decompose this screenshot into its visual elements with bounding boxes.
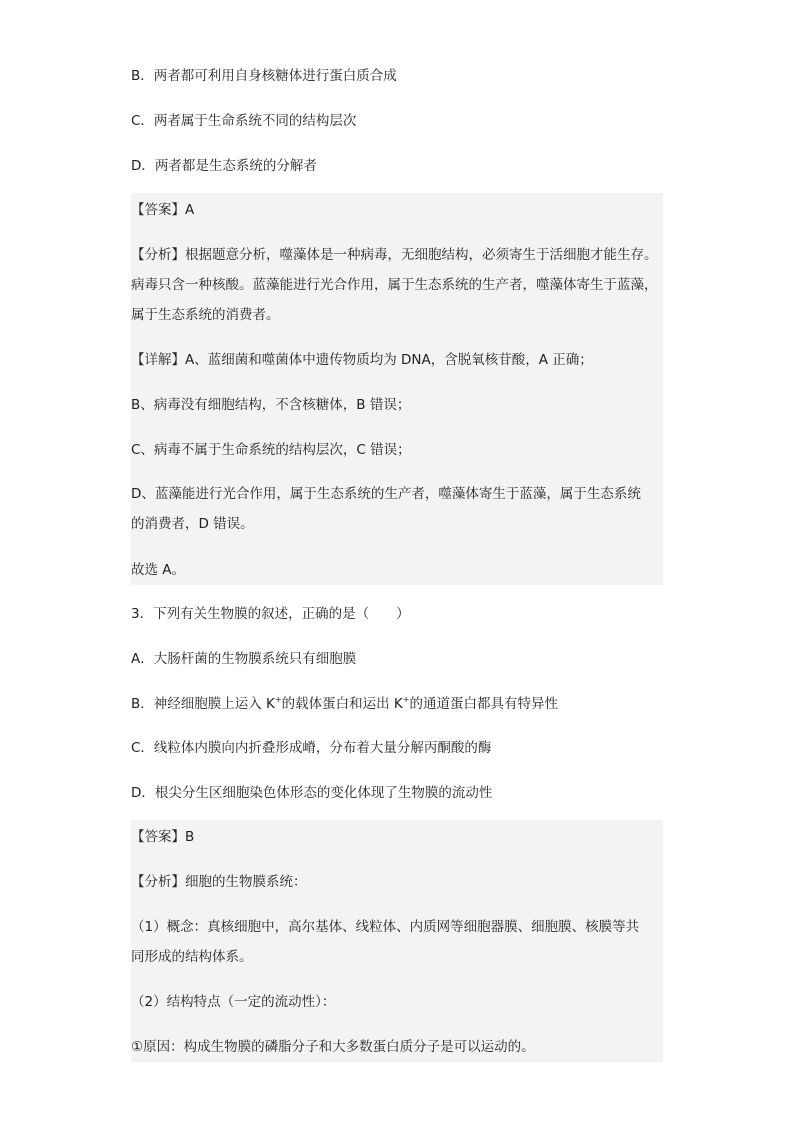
q3-reason: ①原因：构成生物膜的磷脂分子和大多数蛋白质分子是可以运动的。 bbox=[131, 1039, 535, 1055]
q3-option-a: A．大肠杆菌的生物膜系统只有细胞膜 bbox=[131, 651, 357, 667]
q3-option-b-text-3: 的通道蛋白都具有特异性 bbox=[409, 696, 558, 712]
q2-detail-d-line-1: D、蓝藻能进行光合作用，属于生态系统的生产者，噬藻体寄生于蓝藻，属于生态系统 bbox=[131, 486, 641, 502]
q2-detail-a: 【详解】A、蓝细菌和噬菌体中遗传物质均为 DNA，含脱氧核苷酸，A 正确； bbox=[131, 352, 593, 368]
k-ion-charge: + bbox=[274, 695, 282, 704]
q2-option-d: D．两者都是生态系统的分解者 bbox=[131, 158, 317, 174]
q2-analysis-line-2: 病毒只含一种核酸。蓝藻能进行光合作用，属于生态系统的生产者，噬藻体寄生于蓝藻， bbox=[131, 277, 658, 293]
q2-answer: 【答案】A bbox=[131, 202, 195, 218]
q2-detail-c: C、病毒不属于生命系统的结构层次，C 错误； bbox=[131, 442, 411, 458]
q2-detail-b: B、病毒没有细胞结构，不含核糖体，B 错误； bbox=[131, 397, 411, 413]
q3-concept-line-1: （1）概念：真核细胞中，高尔基体、线粒体、内质网等细胞器膜、细胞膜、核膜等共 bbox=[131, 919, 640, 935]
q2-solution-box bbox=[131, 193, 663, 585]
q2-option-b: B．两者都可利用自身核糖体进行蛋白质合成 bbox=[131, 68, 397, 84]
q3-solution-box bbox=[131, 820, 663, 1062]
q3-option-b-text-2: 的载体蛋白和运出 K bbox=[281, 696, 403, 712]
q2-option-c: C．两者属于生命系统不同的结构层次 bbox=[131, 113, 357, 129]
q3-feature: （2）结构特点（一定的流动性）： bbox=[131, 994, 336, 1010]
q2-analysis-line-1: 【分析】根据题意分析，噬藻体是一种病毒，无细胞结构，必须寄生于活细胞才能生存。 bbox=[131, 247, 658, 263]
q3-concept-line-2: 同形成的结构体系。 bbox=[131, 949, 253, 965]
q3-option-c: C．线粒体内膜向内折叠形成嵴，分布着大量分解丙酮酸的酶 bbox=[131, 740, 492, 756]
q3-analysis: 【分析】细胞的生物膜系统： bbox=[131, 874, 307, 890]
q2-detail-d-line-2: 的消费者，D 错误。 bbox=[131, 516, 254, 532]
q3-stem: 3．下列有关生物膜的叙述，正确的是（ ） bbox=[131, 606, 410, 622]
q3-option-b-text-1: B．神经细胞膜上运入 K bbox=[131, 696, 275, 712]
q3-option-b bbox=[131, 694, 558, 714]
q3-answer: 【答案】B bbox=[131, 829, 195, 845]
k-ion-charge: + bbox=[402, 695, 410, 704]
q2-conclusion: 故选 A。 bbox=[131, 562, 186, 578]
q2-analysis-line-3: 属于生态系统的消费者。 bbox=[131, 307, 280, 323]
q3-option-d: D．根尖分生区细胞染色体形态的变化体现了生物膜的流动性 bbox=[131, 785, 493, 801]
